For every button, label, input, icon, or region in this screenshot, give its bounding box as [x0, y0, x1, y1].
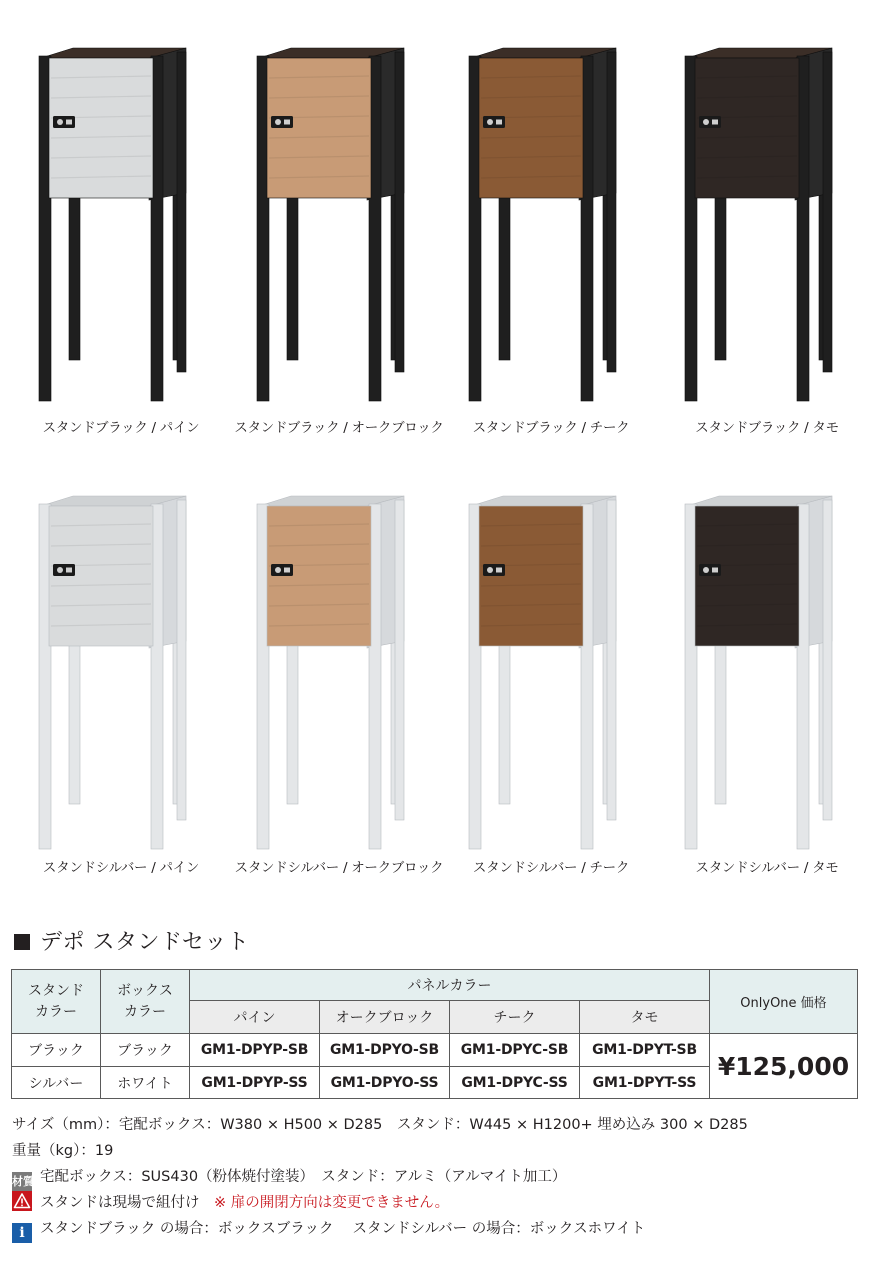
lock-dial — [487, 119, 493, 125]
product-card[interactable] — [11, 484, 231, 924]
lock-key — [284, 120, 290, 125]
lock-dial — [275, 119, 281, 125]
stand-leg — [69, 190, 80, 360]
header-price: OnlyOne 価格 — [710, 970, 858, 1034]
notes — [12, 1112, 748, 1242]
product-card[interactable] — [657, 40, 877, 480]
lock-dial — [57, 119, 63, 125]
cell-stand: シルバー — [12, 1067, 101, 1099]
material-badge-icon: 材質 — [12, 1172, 32, 1192]
lock-dial — [703, 567, 709, 573]
header-stand-color: スタンド カラー — [12, 970, 101, 1034]
lock-key — [284, 568, 290, 573]
stand-post — [607, 500, 616, 820]
cell-code: GM1-DPYO-SS — [320, 1067, 450, 1099]
cell-stand: ブラック — [12, 1034, 101, 1067]
lock-dial — [57, 567, 63, 573]
lock-key — [66, 568, 72, 573]
stand-leg — [287, 634, 298, 804]
note-material: 材質 宅配ボックス：SUS430（粉体焼付塗装） スタンド：アルミ（アルマイト加工） — [12, 1164, 748, 1190]
square-bullet-icon — [14, 934, 30, 950]
header-panel-teak: チーク — [450, 1001, 580, 1034]
header-panel-pine: パイン — [190, 1001, 320, 1034]
lock-dial — [487, 567, 493, 573]
lock-dial — [703, 119, 709, 125]
header-panel-tamo: タモ — [580, 1001, 710, 1034]
info-icon: i — [12, 1223, 32, 1243]
stand-post — [395, 500, 404, 820]
product-card[interactable] — [657, 484, 877, 924]
header-box-color: ボックス カラー — [101, 970, 190, 1034]
section-title — [14, 925, 249, 956]
cell-code: GM1-DPYP-SS — [190, 1067, 320, 1099]
stand-leg — [287, 190, 298, 360]
product-caption: スタンドブラック / チーク — [472, 420, 630, 436]
product-caption: スタンドシルバー / チーク — [472, 860, 630, 876]
cell-price: ¥125,000 — [710, 1034, 858, 1099]
product-image — [657, 484, 877, 884]
product-image — [11, 40, 231, 440]
cell-box: ブラック — [101, 1034, 190, 1067]
warning-icon — [12, 1191, 32, 1211]
product-image — [229, 40, 449, 440]
stand-post — [607, 52, 616, 372]
stand-post — [177, 500, 186, 820]
cell-code: GM1-DPYC-SB — [450, 1034, 580, 1067]
product-image — [441, 40, 661, 440]
cell-code: GM1-DPYT-SB — [580, 1034, 710, 1067]
product-image — [229, 484, 449, 884]
note-size: サイズ（mm）：宅配ボックス：W380 × H500 × D285 スタンド：W445 × H1200+ 埋め込み 300 × D285 — [12, 1117, 748, 1133]
section-title-text: デポ スタンドセット — [40, 930, 250, 955]
cell-code: GM1-DPYC-SS — [450, 1067, 580, 1099]
stand-post — [177, 52, 186, 372]
product-caption: スタンドシルバー / タモ — [695, 860, 839, 876]
product-image — [441, 484, 661, 884]
stand-leg — [715, 190, 726, 360]
product-image — [11, 484, 231, 884]
spec-table — [11, 969, 858, 1099]
lock-key — [496, 568, 502, 573]
product-card[interactable] — [441, 484, 661, 924]
stand-post — [823, 500, 832, 820]
cell-code: GM1-DPYT-SS — [580, 1067, 710, 1099]
stand-leg — [69, 634, 80, 804]
product-caption: スタンドブラック / タモ — [695, 420, 839, 436]
lock-key — [66, 120, 72, 125]
lock-key — [712, 120, 718, 125]
product-card[interactable] — [229, 484, 449, 924]
product-caption: スタンドシルバー / パイン — [42, 860, 200, 876]
stand-leg — [499, 634, 510, 804]
product-image — [657, 40, 877, 440]
stand-post — [823, 52, 832, 372]
stand-leg — [499, 190, 510, 360]
table-row — [12, 1034, 858, 1067]
note-info: i スタンドブラック の場合：ボックスブラック スタンドシルバー の場合：ボックスホワイト — [12, 1216, 748, 1242]
lock-dial — [275, 567, 281, 573]
product-card[interactable] — [229, 40, 449, 480]
lock-key — [496, 120, 502, 125]
product-caption: スタンドブラック / オークブロック — [234, 420, 444, 436]
stand-leg — [715, 634, 726, 804]
cell-code: GM1-DPYP-SB — [190, 1034, 320, 1067]
lock-key — [712, 568, 718, 573]
product-caption: スタンドシルバー / オークブロック — [234, 860, 444, 876]
note-warning: スタンドは現場で組付け ※ 扉の開閉方向は変更できません。 — [12, 1190, 748, 1216]
stand-post — [395, 52, 404, 372]
header-panel-oak: オークブロック — [320, 1001, 450, 1034]
product-caption: スタンドブラック / パイン — [42, 420, 200, 436]
cell-box: ホワイト — [101, 1067, 190, 1099]
product-card[interactable] — [441, 40, 661, 480]
header-panel-color: パネルカラー — [190, 970, 710, 1001]
cell-code: GM1-DPYO-SB — [320, 1034, 450, 1067]
note-weight: 重量（kg）：19 — [12, 1143, 114, 1159]
product-card[interactable] — [11, 40, 231, 480]
